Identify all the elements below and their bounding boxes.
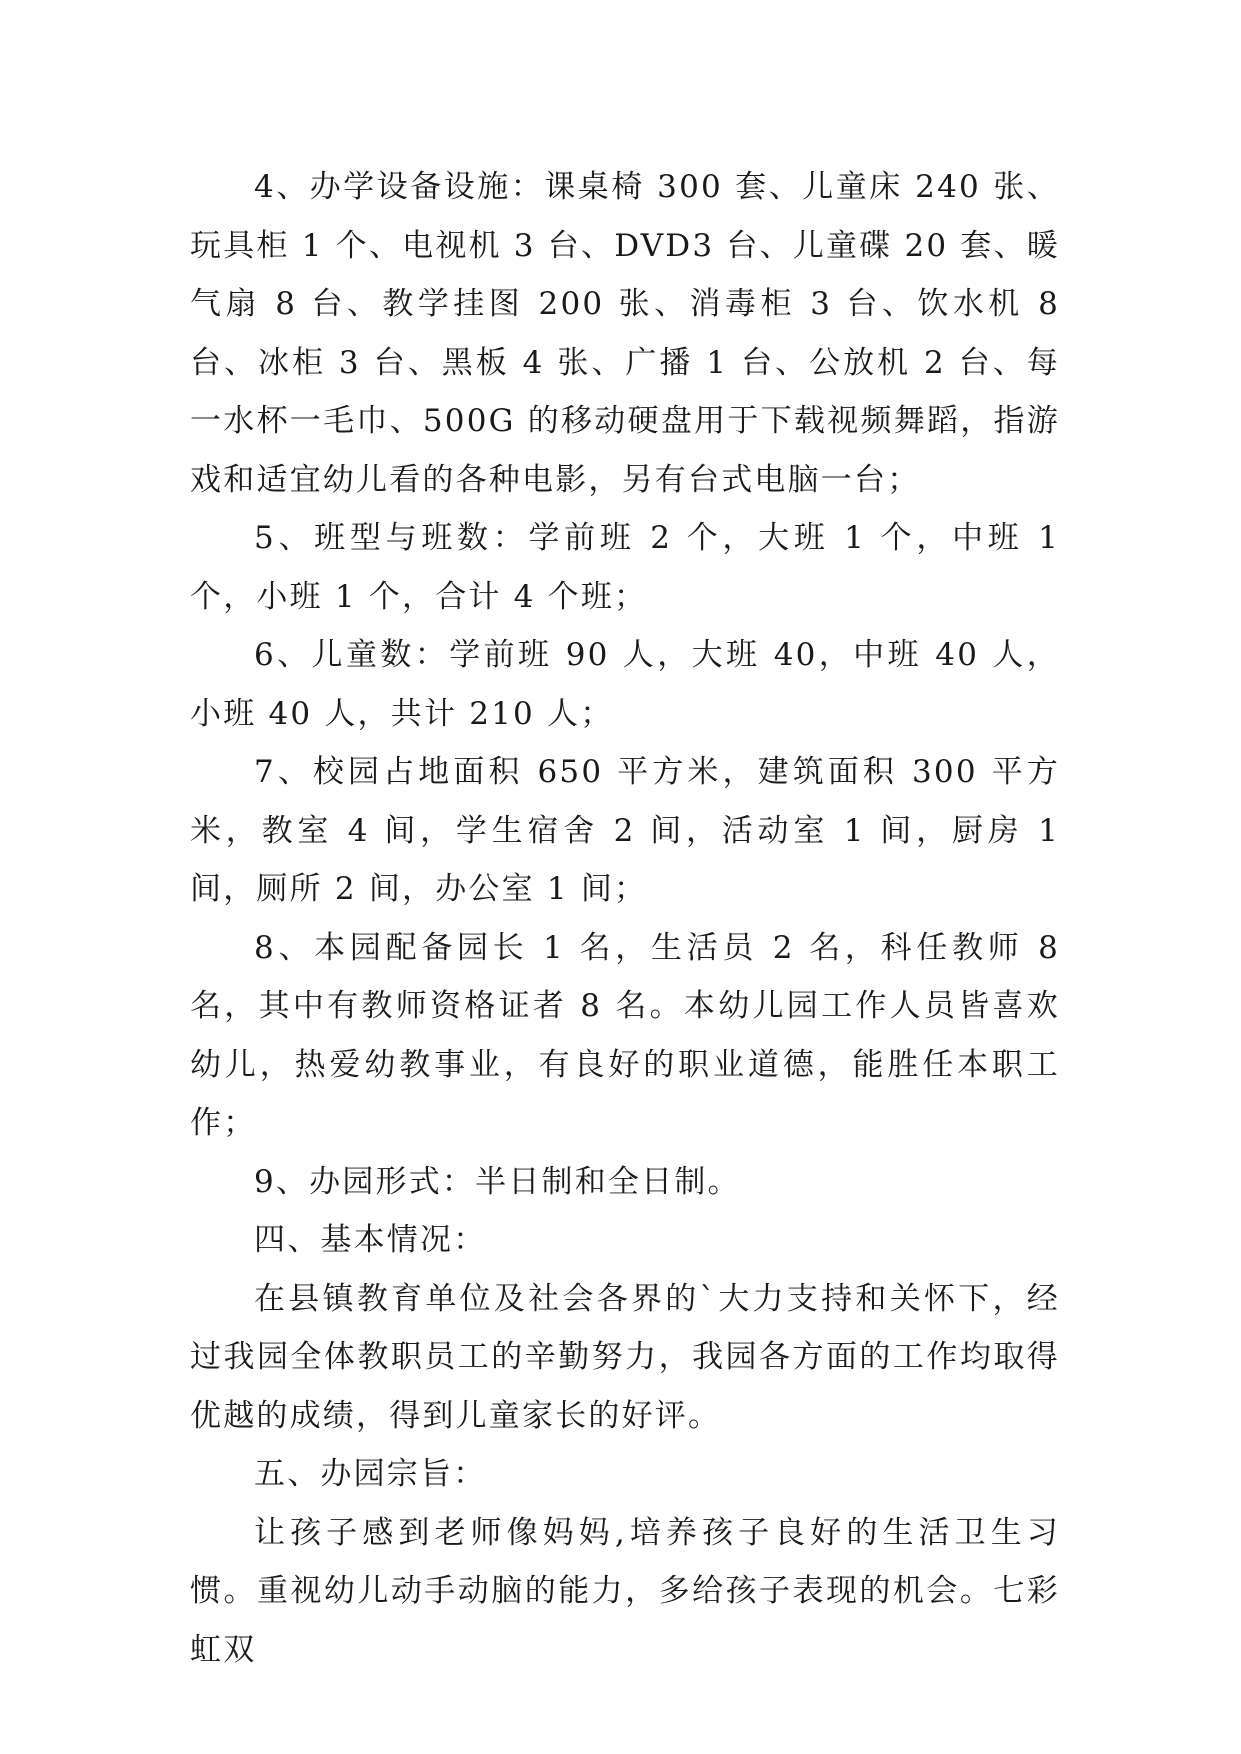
section-heading-basic-situation: 四、基本情况： [254,1222,487,1258]
section-heading-purpose: 五、办园宗旨： [254,1456,487,1492]
paragraph-staff: 8、本园配备园长 1 名，生活员 2 名，科任教师 8 名，其中有教师资格证者 8 名。本幼儿园工作人员皆喜欢幼儿，热爱幼教事业，有良好的职业道德，能胜任本职工作； [190,929,1060,1141]
paragraph-basic-situation: 在县镇教育单位及社会各界的`大力支持和关怀下，经过我园全体教职员工的辛勤努力，我园各方面的工作均取得优越的成绩，得到儿童家长的好评。 [190,1280,1060,1434]
paragraph-facilities: 4、办学设备设施：课桌椅 300 套、儿童床 240 张、玩具柜 1 个、电视机 3 台、DVD3 台、儿童碟 20 套、暖气扇 8 台、教学挂图 200 张、消毒柜 3 台、饮水机 8 台、冰柜 3 台、黑板 4 张、广播 1 台、公放机 2 台、每一水杯一毛巾、500G 的移动硬盘用于下载视频舞蹈，指游戏和适宜幼儿看的各种电影，另有台式电脑一台； [190,169,1060,498]
paragraph-purpose: 让孩子感到老师像妈妈,培养孩子良好的生活卫生习惯。重视幼儿动手动脑的能力，多给孩子表现的机会。七彩虹双 [190,1514,1060,1668]
paragraph-campus-area: 7、校园占地面积 650 平方米，建筑面积 300 平方米，教室 4 间，学生宿舍 2 间，活动室 1 间，厨房 1 间，厕所 2 间，办公室 1 间； [190,754,1060,907]
paragraph-class-types: 5、班型与班数：学前班 2 个，大班 1 个，中班 1 个，小班 1 个，合计 4 个班； [190,520,1060,615]
paragraph-children-count: 6、儿童数：学前班 90 人，大班 40，中班 40 人，小班 40 人，共计 210 人； [190,637,1060,732]
paragraph-schedule-form: 9、办园形式：半日制和全日制。 [254,1163,741,1200]
document-body [190,158,1060,1679]
